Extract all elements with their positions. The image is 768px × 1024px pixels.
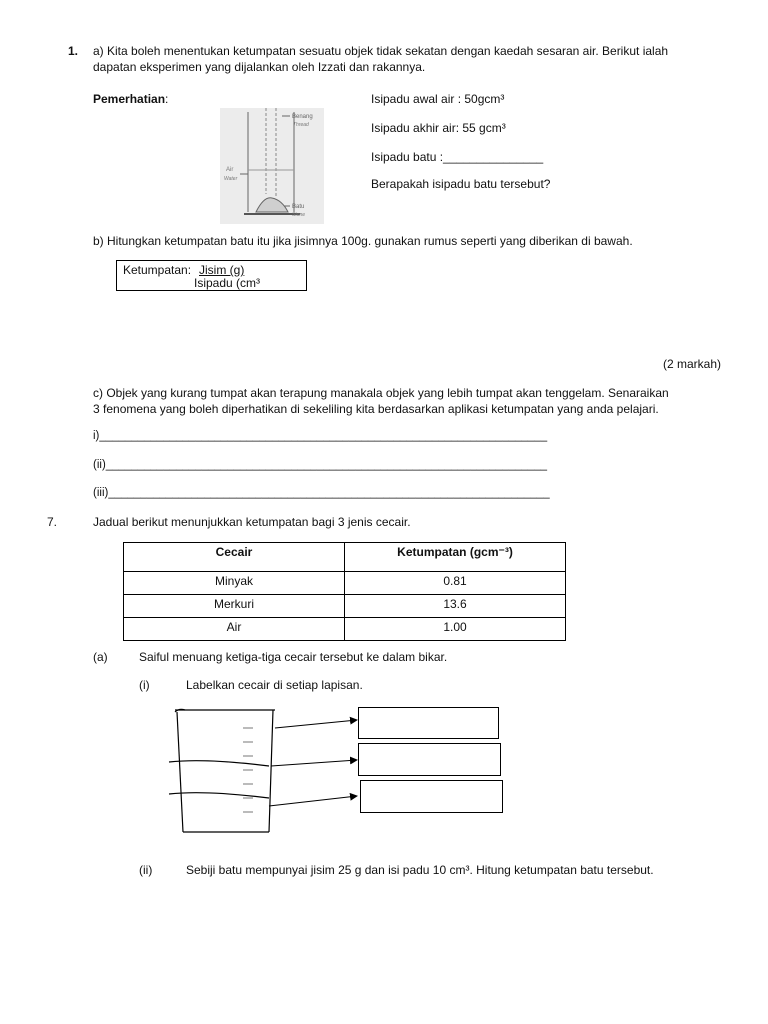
diagram-thread-label: Benang [292, 114, 313, 120]
marks-label: (2 markah) [662, 357, 721, 371]
label-box-top-layer[interactable] [358, 707, 499, 739]
table-cell-density: 1.00 [345, 618, 566, 641]
observation-label: Pemerhatian [93, 92, 166, 106]
table-cell-liquid: Air [124, 618, 345, 641]
question-7-number: 7. [47, 515, 58, 529]
table-header-liquid: Cecair [124, 543, 345, 572]
question-1a-text-line2: dapatan eksperimen yang dijalankan oleh Izzati dan rakannya. [93, 60, 426, 74]
diagram-water-label-en: Water [224, 176, 238, 182]
part-ii-text: Sebiji batu mempunyai jisim 25 g dan isi padu 10 cm³. Hitung ketumpatan batu tersebut. [186, 863, 654, 877]
question-1-number: 1. [68, 44, 79, 58]
density-table [123, 542, 566, 641]
final-volume-text: Isipadu akhir air: 55 gcm³ [371, 121, 506, 135]
observation-heading [93, 92, 168, 106]
question-1b-text: b) Hitungkan ketumpatan batu itu jika jisimnya 100g. gunakan rumus seperti yang diberikan di bawah. [93, 234, 633, 248]
diagram-stone-label: Batu [292, 204, 305, 210]
formula-denominator: Isipadu (cm³ [194, 276, 261, 290]
answer-line-i[interactable]: i)______________________________________________________________________ [93, 430, 548, 442]
volume-question-text: Berapakah isipadu batu tersebut? [371, 177, 551, 191]
table-row [124, 595, 566, 618]
part-ii-label: (ii) [139, 863, 153, 877]
arrow-bottom-layer [269, 796, 357, 806]
density-formula-box [116, 260, 307, 291]
table-row [124, 618, 566, 641]
beaker-diagram [165, 700, 365, 840]
initial-volume-text: Isipadu awal air : 50gcm³ [371, 92, 505, 106]
table-cell-density: 13.6 [345, 595, 566, 618]
table-header-density: Ketumpatan (gcm⁻³) [345, 543, 566, 572]
table-header-row [124, 543, 566, 572]
observation-colon: : [165, 92, 169, 106]
beaker-left-wall [177, 712, 183, 832]
arrow-middle-layer [271, 760, 357, 766]
measuring-cylinder-diagram [220, 108, 324, 224]
arrow-top-layer [275, 720, 357, 728]
formula-label: Ketumpatan: [123, 263, 192, 277]
question-1c-text-line1: c) Objek yang kurang tumpat akan terapung manakala objek yang lebih tumpat akan tenggelam. Senaraikan [93, 386, 669, 400]
beaker-graduations [243, 728, 253, 812]
table-cell-liquid: Merkuri [124, 595, 345, 618]
question-7-intro: Jadual berikut menunjukkan ketumpatan bagi 3 jenis cecair. [93, 515, 411, 529]
answer-line-iii[interactable]: (iii)_____________________________________________________________________ [93, 487, 550, 499]
table-cell-liquid: Minyak [124, 572, 345, 595]
layer-boundary-upper [169, 761, 269, 766]
layer-boundary-lower [169, 793, 269, 798]
part-i-text: Labelkan cecair di setiap lapisan. [186, 678, 363, 692]
label-box-bottom-layer[interactable] [360, 780, 503, 813]
diagram-water-label: Air [226, 167, 234, 173]
table-row [124, 572, 566, 595]
part-a-label: (a) [93, 650, 108, 664]
answer-line-ii[interactable]: (ii)_____________________________________________________________________ [93, 459, 548, 471]
diagram-thread-label-en: Thread [293, 122, 309, 128]
part-i-label: (i) [139, 678, 150, 692]
question-1c-text-line2: 3 fenomena yang boleh diperhatikan di sekeliling kita berdasarkan aplikasi ketumpatan yang anda pelajari. [93, 402, 659, 416]
part-a-text: Saiful menuang ketiga-tiga cecair tersebut ke dalam bikar. [139, 650, 448, 664]
beaker-right-wall [269, 710, 273, 832]
label-box-middle-layer[interactable] [358, 743, 501, 776]
question-1a-text-line1: a) Kita boleh menentukan ketumpatan sesuatu objek tidak sekatan dengan kaedah sesaran air. Berikut ialah [93, 44, 669, 58]
formula-numerator: Jisim (g) [199, 263, 245, 277]
diagram-stone-label-en: Stone [292, 212, 306, 218]
table-cell-density: 0.81 [345, 572, 566, 595]
stone-volume-text: Isipadu batu :_______________ [371, 150, 544, 164]
